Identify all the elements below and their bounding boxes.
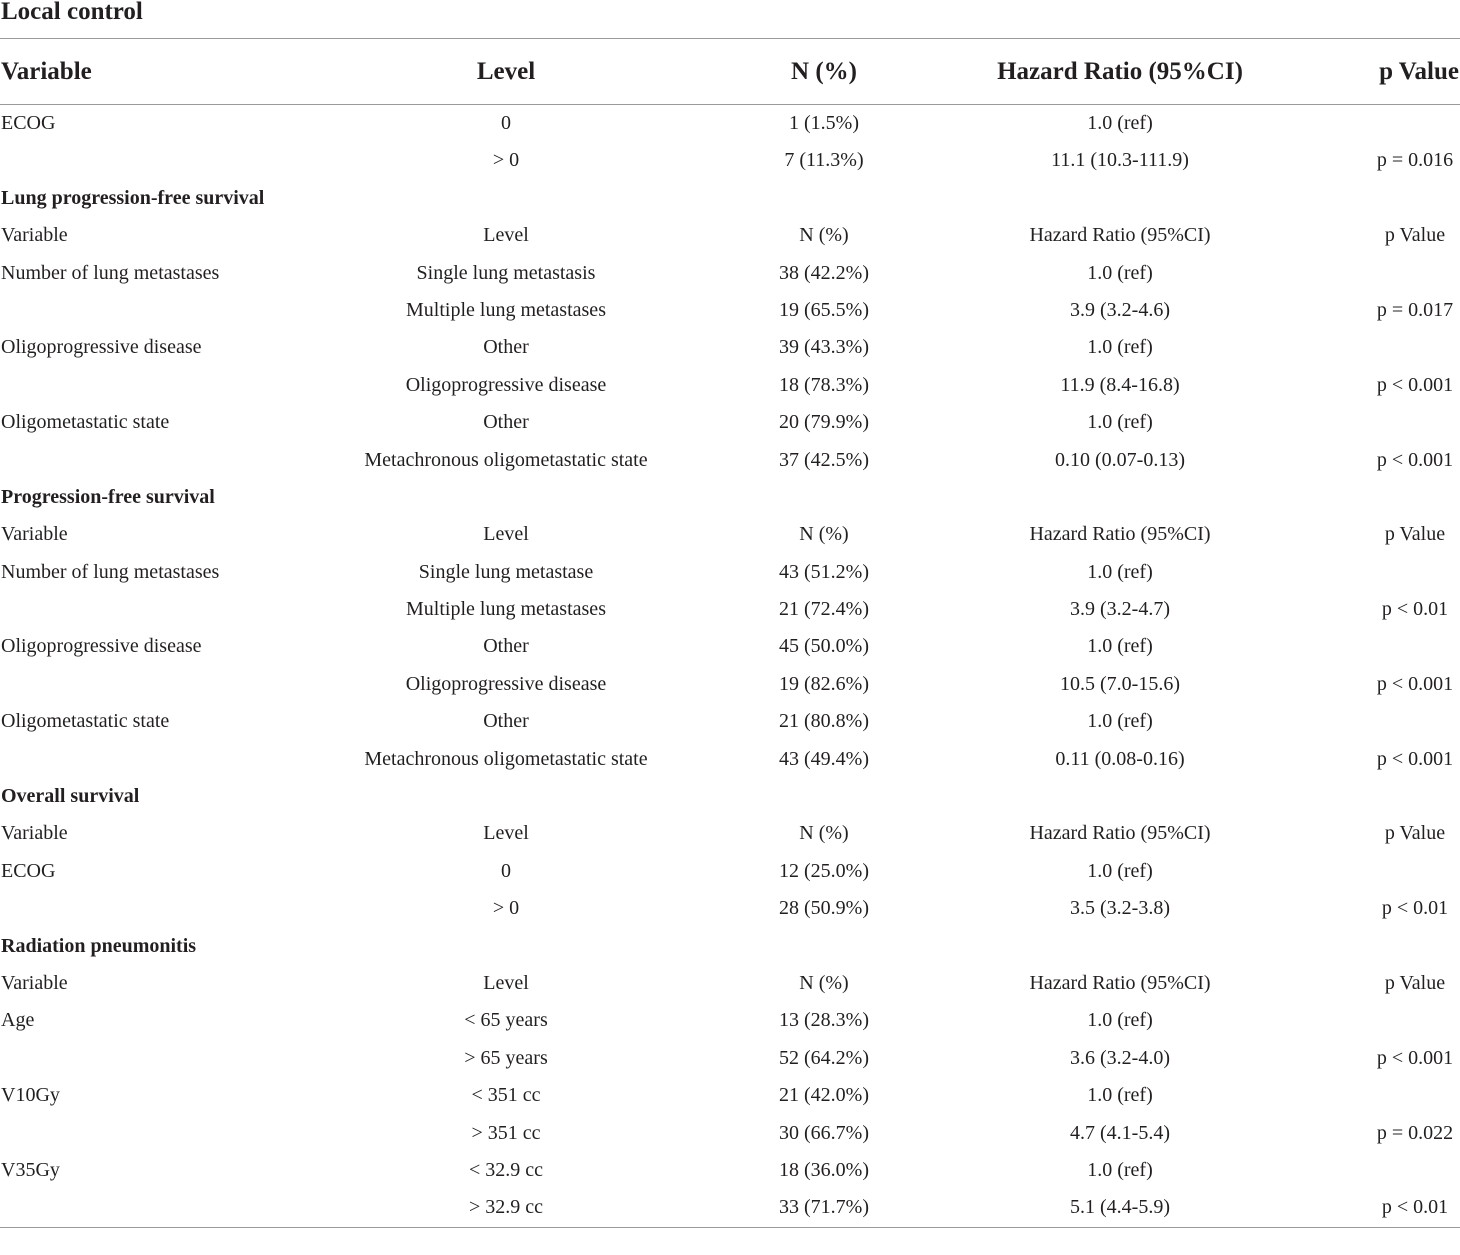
cell-variable: ECOG <box>1 859 56 882</box>
cell-hazard-ratio: 0.10 (0.07-0.13) <box>1055 448 1185 471</box>
cell-level: Multiple lung metastases <box>406 298 606 321</box>
cell-level: < 351 cc <box>471 1084 541 1107</box>
section-heading: Lung progression-free survival <box>1 186 265 209</box>
cell-n: 21 (42.0%) <box>779 1084 869 1107</box>
cell-hazard-ratio: 3.6 (3.2-4.0) <box>1070 1046 1170 1069</box>
cell-n: 38 (42.2%) <box>779 261 869 284</box>
cell-p-value: p = 0.017 <box>1376 298 1454 321</box>
cell-n: 39 (43.3%) <box>779 336 869 359</box>
cell-variable: Number of lung metastases <box>1 261 220 284</box>
cell-n: N (%) <box>799 822 849 845</box>
cell-hazard-ratio: Hazard Ratio (95%CI) <box>1029 523 1211 546</box>
cell-hazard-ratio: Hazard Ratio (95%CI) <box>1029 822 1211 845</box>
cell-hazard-ratio: 10.5 (7.0-15.6) <box>1060 672 1180 695</box>
cell-n: 21 (80.8%) <box>779 710 869 733</box>
cell-level: Level <box>483 523 529 546</box>
table-row <box>0 1002 1460 1039</box>
cell-hazard-ratio: Hazard Ratio (95%CI) <box>1029 224 1211 247</box>
section-heading: Progression-free survival <box>1 485 215 508</box>
section-heading-row <box>0 479 1460 516</box>
cell-n: 12 (25.0%) <box>779 859 869 882</box>
cell-hazard-ratio: 1.0 (ref) <box>1087 635 1153 658</box>
column-header-row <box>0 39 1460 104</box>
table-row <box>0 1115 1460 1152</box>
cell-hazard-ratio: 11.1 (10.3-111.9) <box>1051 149 1189 172</box>
cell-level: Other <box>483 336 529 359</box>
cell-n: 33 (71.7%) <box>779 1196 869 1219</box>
cell-level: Level <box>483 224 529 247</box>
table-row <box>0 217 1460 254</box>
table-row <box>0 666 1460 703</box>
table-row <box>0 516 1460 553</box>
table-row <box>0 255 1460 292</box>
table-row <box>0 442 1460 479</box>
table-row <box>0 404 1460 441</box>
table-row <box>0 142 1460 179</box>
header-n: N (%) <box>791 58 857 85</box>
cell-p-value: p < 0.01 <box>1381 598 1449 621</box>
cell-n: 28 (50.9%) <box>779 897 869 920</box>
cell-hazard-ratio: 3.5 (3.2-3.8) <box>1070 897 1170 920</box>
cell-n: N (%) <box>799 224 849 247</box>
cell-hazard-ratio: 1.0 (ref) <box>1087 1009 1153 1032</box>
cell-level: > 0 <box>492 897 520 920</box>
cell-level: 0 <box>501 859 511 882</box>
cell-level: Other <box>483 635 529 658</box>
cell-p-value: p < 0.001 <box>1376 373 1454 396</box>
cell-p-value: p < 0.001 <box>1376 448 1454 471</box>
cell-hazard-ratio: 3.9 (3.2-4.6) <box>1070 298 1170 321</box>
cell-n: 21 (72.4%) <box>779 598 869 621</box>
cell-level: Other <box>483 710 529 733</box>
table-row <box>0 815 1460 852</box>
cell-variable: Age <box>1 1009 35 1032</box>
cell-hazard-ratio: 1.0 (ref) <box>1087 112 1153 134</box>
cell-hazard-ratio: 3.9 (3.2-4.7) <box>1070 598 1170 621</box>
header-level: Level <box>476 58 536 85</box>
cell-level: Level <box>483 822 529 845</box>
cell-n: 43 (49.4%) <box>779 747 869 770</box>
cell-level: > 351 cc <box>471 1121 541 1144</box>
table-row <box>0 1152 1460 1189</box>
section-heading: Radiation pneumonitis <box>1 934 197 957</box>
cell-variable: Oligometastatic state <box>1 411 170 434</box>
table-title: Local control <box>1 0 143 25</box>
cell-level: 0 <box>501 112 511 134</box>
cell-variable: Variable <box>1 971 68 994</box>
cell-hazard-ratio: 5.1 (4.4-5.9) <box>1070 1196 1170 1219</box>
cell-p-value: p < 0.001 <box>1376 672 1454 695</box>
cell-level: Metachronous oligometastatic state <box>364 448 648 471</box>
table-row <box>0 1077 1460 1114</box>
section-heading-row <box>0 180 1460 217</box>
cell-n: 18 (78.3%) <box>779 373 869 396</box>
cell-hazard-ratio: Hazard Ratio (95%CI) <box>1029 971 1211 994</box>
cell-level: < 32.9 cc <box>468 1158 544 1181</box>
cell-variable: V35Gy <box>1 1158 60 1181</box>
cell-level: > 0 <box>492 149 520 172</box>
cell-level: < 65 years <box>464 1009 548 1032</box>
cell-n: 19 (82.6%) <box>779 672 869 695</box>
section-heading: Overall survival <box>1 785 140 808</box>
table-row <box>0 741 1460 778</box>
table-row <box>0 329 1460 366</box>
cell-variable: Variable <box>1 822 68 845</box>
table-row <box>0 1189 1460 1226</box>
table-row <box>0 1040 1460 1077</box>
cell-n: 30 (66.7%) <box>779 1121 869 1144</box>
section-heading-row <box>0 778 1460 815</box>
cell-hazard-ratio: 4.7 (4.1-5.4) <box>1070 1121 1170 1144</box>
cell-p-value: p = 0.022 <box>1376 1121 1454 1144</box>
cell-hazard-ratio: 0.11 (0.08-0.16) <box>1055 747 1185 770</box>
table-row <box>0 965 1460 1002</box>
cell-n: 52 (64.2%) <box>779 1046 869 1069</box>
table-row <box>0 292 1460 329</box>
cell-level: > 65 years <box>464 1046 548 1069</box>
header-variable: Variable <box>1 58 92 85</box>
cell-p-value: p = 0.016 <box>1376 149 1454 172</box>
cell-n: 13 (28.3%) <box>779 1009 869 1032</box>
cell-n: 37 (42.5%) <box>779 448 869 471</box>
cell-n: N (%) <box>799 971 849 994</box>
cell-variable: V10Gy <box>1 1084 60 1107</box>
header-p-value: p Value <box>1379 58 1459 85</box>
table-row <box>0 890 1460 927</box>
table-row <box>0 367 1460 404</box>
cell-n: 20 (79.9%) <box>779 411 869 434</box>
cell-n: N (%) <box>799 523 849 546</box>
cell-p-value: p < 0.01 <box>1381 1196 1449 1219</box>
table-row <box>0 628 1460 665</box>
cell-variable: Number of lung metastases <box>1 560 220 583</box>
cell-p-value: p Value <box>1384 224 1446 247</box>
cell-level: > 32.9 cc <box>468 1196 544 1219</box>
cell-p-value: p < 0.01 <box>1381 897 1449 920</box>
cell-variable: Variable <box>1 523 68 546</box>
cell-hazard-ratio: 1.0 (ref) <box>1087 1158 1153 1181</box>
table-row <box>0 703 1460 740</box>
cell-level: Level <box>483 971 529 994</box>
cell-variable: Variable <box>1 224 68 247</box>
table-row <box>0 554 1460 591</box>
cell-p-value: p Value <box>1384 822 1446 845</box>
cell-n: 45 (50.0%) <box>779 635 869 658</box>
cell-level: Single lung metastase <box>418 560 594 583</box>
section-heading-row <box>0 928 1460 965</box>
table-row <box>0 591 1460 628</box>
header-hazard-ratio: Hazard Ratio (95%CI) <box>997 58 1243 85</box>
table-body <box>0 105 1460 1227</box>
cell-variable: Oligoprogressive disease <box>1 336 202 359</box>
cell-level: Metachronous oligometastatic state <box>364 747 648 770</box>
cell-variable: Oligoprogressive disease <box>1 635 202 658</box>
cell-level: Other <box>483 411 529 434</box>
cell-level: Oligoprogressive disease <box>405 672 607 695</box>
table-row <box>0 105 1460 142</box>
cell-level: Single lung metastasis <box>416 261 596 284</box>
cell-hazard-ratio: 1.0 (ref) <box>1087 261 1153 284</box>
table-row <box>0 853 1460 890</box>
cell-variable: ECOG <box>1 112 56 134</box>
bottom-rule <box>0 1227 1460 1228</box>
cell-hazard-ratio: 1.0 (ref) <box>1087 859 1153 882</box>
cell-hazard-ratio: 1.0 (ref) <box>1087 560 1153 583</box>
cell-n: 18 (36.0%) <box>779 1158 869 1181</box>
cell-hazard-ratio: 1.0 (ref) <box>1087 411 1153 434</box>
cell-p-value: p Value <box>1384 971 1446 994</box>
cell-hazard-ratio: 1.0 (ref) <box>1087 336 1153 359</box>
cell-level: Multiple lung metastases <box>406 598 606 621</box>
cell-hazard-ratio: 1.0 (ref) <box>1087 1084 1153 1107</box>
cell-n: 19 (65.5%) <box>779 298 869 321</box>
cell-n: 43 (51.2%) <box>779 560 869 583</box>
cell-p-value: p Value <box>1384 523 1446 546</box>
cell-variable: Oligometastatic state <box>1 710 170 733</box>
cell-n: 7 (11.3%) <box>784 149 864 172</box>
cell-n: 1 (1.5%) <box>789 112 859 134</box>
cell-hazard-ratio: 1.0 (ref) <box>1087 710 1153 733</box>
cell-level: Oligoprogressive disease <box>405 373 607 396</box>
cell-p-value: p < 0.001 <box>1376 747 1454 770</box>
cell-p-value: p < 0.001 <box>1376 1046 1454 1069</box>
cell-hazard-ratio: 11.9 (8.4-16.8) <box>1060 373 1180 396</box>
